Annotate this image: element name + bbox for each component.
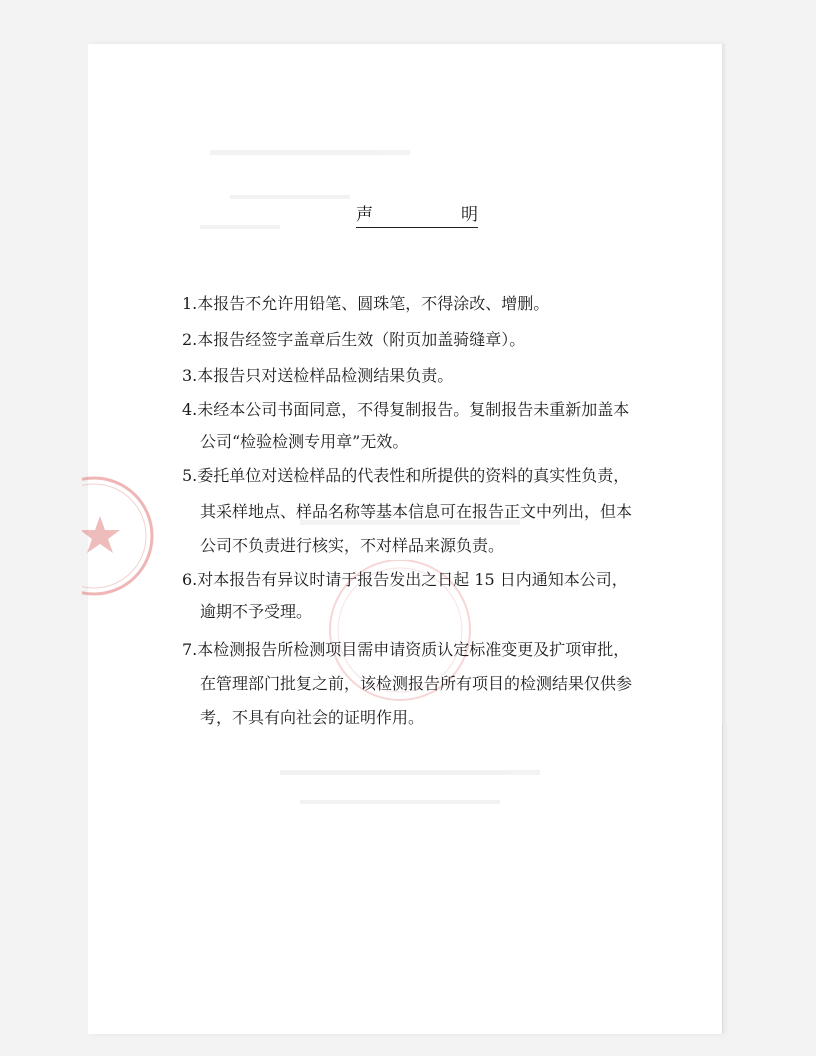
statement-item-continuation: 其采样地点、样品名称等基本信息可在报告正文中列出，但本 — [200, 502, 633, 521]
statement-item: 2.本报告经签字盖章后生效（附页加盖骑缝章）。 — [182, 330, 526, 349]
statement-item-continuation: 在管理部门批复之前，该检测报告所有项目的检测结果仅供参 — [200, 674, 633, 693]
statement-item: 1.本报告不允许用铅笔、圆珠笔，不得涂改、增删。 — [182, 294, 550, 313]
statement-item: 3.本报告只对送检样品检测结果负责。 — [182, 366, 454, 385]
page-title: 声 明 — [356, 200, 478, 228]
page-edge — [722, 44, 728, 724]
statement-item: 5.委托单位对送检样品的代表性和所提供的资料的真实性负责， — [182, 466, 630, 485]
statement-item-continuation: 逾期不予受理。 — [200, 602, 313, 621]
statement-item-continuation: 公司“检验检测专用章”无效。 — [200, 432, 409, 451]
statement-item-continuation: 公司不负责进行核实，不对样品来源负责。 — [200, 536, 505, 555]
statement-item: 7.本检测报告所检测项目需申请资质认定标准变更及扩项审批， — [182, 640, 630, 659]
statement-item: 6.对本报告有异议时请于报告发出之日起 15 日内通知本公司， — [182, 570, 628, 589]
statement-item-continuation: 考，不具有向社会的证明作用。 — [200, 708, 425, 727]
statement-item: 4.未经本公司书面同意，不得复制报告。复制报告未重新加盖本 — [182, 400, 630, 419]
